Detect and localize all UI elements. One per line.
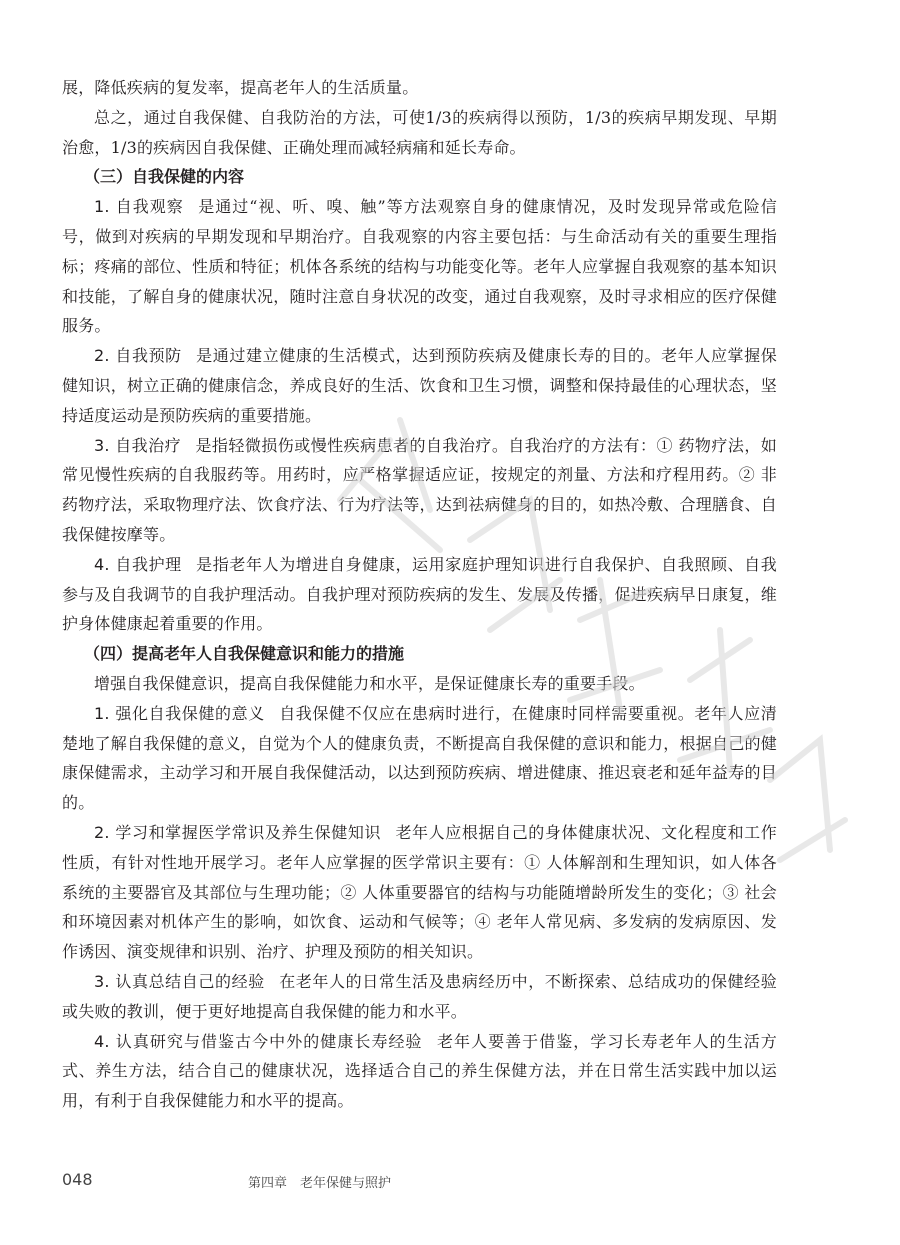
list-item (62, 431, 777, 550)
section-heading: （三）自我保健的内容 (84, 167, 245, 187)
page-footer (62, 1170, 777, 1194)
paragraph: 总之，通过自我保健、自我防治的方法，可使1/3的疾病得以预防，1/3的疾病早期发现、早期治愈，1/3的疾病因自我保健、正确处理而减轻病痛和延长寿命。 (62, 107, 777, 157)
paragraph: 增强自我保健意识，提高自我保健能力和水平，是保证健康长寿的重要手段。 (94, 673, 645, 693)
item-text: 老年人应根据自己的身体健康状况、文化程度和工作性质，有针对性地开展学习。老年人应掌握的医学常识主要有：① 人体解剖和生理知识，如人体各系统的主要器官及其部位与生理功能；② 人体重要器官的结构与功能随增龄所发生的变化；③ 社会和环境因素对机体产生的影响，如饮食、运动和气候等；④ 老年人常见病、多发病的发病原因、发作诱因、演变规律和识别、治疗、护理及预防的相关知识。 (62, 822, 777, 962)
list-item (62, 818, 777, 967)
list-item (62, 341, 777, 430)
item-text: 是指轻微损伤或慢性疾病患者的自我治疗。自我治疗的方法有：① 药物疗法，如常见慢性疾病的自我服药等。用药时，应严格掌握适应证，按规定的剂量、方法和疗程用药。② 非药物疗法，采取物理疗法、饮食疗法、行为疗法等，达到祛病健身的目的，如热冷敷、合理膳食、自我保健按摩等。 (62, 435, 777, 544)
item-text: 在老年人的日常生活及患病经历中，不断探索、总结成功的保健经验或失败的教训，便于更好地提高自我保健的能力和水平。 (62, 971, 777, 1021)
list-item (62, 192, 777, 341)
item-term: 3. 认真总结自己的经验 (94, 971, 265, 991)
item-term: 4. 认真研究与借鉴古今中外的健康长寿经验 (94, 1031, 423, 1051)
list-item (62, 967, 777, 1027)
section-heading: （四）提高老年人自我保健意识和能力的措施 (84, 644, 405, 664)
item-term: 3. 自我治疗 (94, 435, 182, 455)
list-item (62, 550, 777, 639)
item-term: 2. 自我预防 (94, 346, 182, 366)
list-item (62, 1027, 777, 1116)
chapter-title: 第四章 老年保健与照护 (248, 1176, 392, 1191)
item-term: 1. 自我观察 (94, 197, 184, 217)
item-text: 老年人要善于借鉴，学习长寿老年人的生活方式、养生方法，结合自己的健康状况，选择适合自己的养生保健方法，并在日常生活实践中加以运用，有利于自我保健能力和水平的提高。 (62, 1031, 777, 1111)
page-number: 048 (62, 1170, 93, 1189)
item-text: 是通过建立健康的生活模式，达到预防疾病及健康长寿的目的。老年人应掌握保健知识，树立正确的健康信念，养成良好的生活、饮食和卫生习惯，调整和保持最佳的心理状态，坚持适度运动是预防疾病的重要措施。 (62, 346, 777, 425)
item-term: 4. 自我护理 (94, 554, 182, 574)
item-term: 1. 强化自我保健的意义 (94, 703, 265, 723)
paragraph: 展，降低疾病的复发率，提高老年人的生活质量。 (62, 78, 419, 97)
list-item (62, 699, 777, 818)
item-text: 是指老年人为增进自身健康，运用家庭护理知识进行自我保护、自我照顾、自我参与及自我调节的自我护理活动。自我护理对预防疾病的发生、发展及传播，促进疾病早日康复，维护身体健康起着重要的作用。 (62, 554, 777, 634)
item-text: 自我保健不仅应在患病时进行，在健康时同样需要重视。老年人应清楚地了解自我保健的意义，自觉为个人的健康负责，不断提高自我保健的意识和能力，根据自己的健康保健需求，主动学习和开展自我保健活动，以达到预防疾病、增进健康、推迟衰老和延年益寿的目的。 (62, 703, 777, 813)
item-text: 是通过“视、听、嗅、触”等方法观察自身的健康情况，及时发现异常或危险信号，做到对疾病的早期发现和早期治疗。自我观察的内容主要包括：与生命活动有关的重要生理指标；疼痛的部位、性质和特征；机体各系统的结构与功能变化等。老年人应掌握自我观察的基本知识和技能，了解自身的健康状况，随时注意自身状况的改变，通过自我观察，及时寻求相应的医疗保健服务。 (62, 197, 777, 336)
item-term: 2. 学习和掌握医学常识及养生保健知识 (94, 822, 382, 842)
page-body (62, 73, 777, 1116)
